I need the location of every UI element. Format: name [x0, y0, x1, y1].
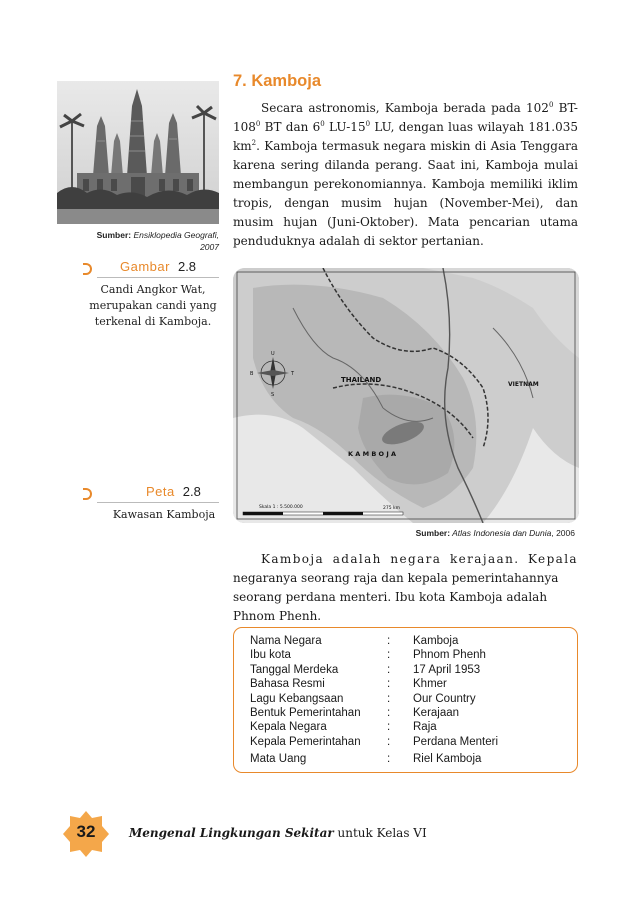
para1-part: BT-108 [233, 101, 578, 134]
info-row [250, 720, 498, 734]
map-scale-km: 275 km [383, 506, 401, 511]
map-label-vietnam: VIETNAM [508, 381, 539, 388]
map-source [233, 528, 575, 538]
figure-map-label [146, 484, 201, 502]
figure-map-number: 2.8 [182, 484, 201, 499]
info-value: Raja [413, 721, 437, 734]
info-row-currency [250, 749, 498, 766]
info-key: Bahasa Resmi [250, 678, 325, 691]
info-colon: : [387, 721, 391, 734]
info-colon: : [387, 649, 391, 662]
svg-text:S: S [271, 392, 275, 398]
info-colon: : [387, 692, 391, 705]
info-value: Kamboja [413, 635, 459, 647]
map-scale-text: Skala 1 : 5.500.000 [259, 505, 303, 510]
figure-photo-caption-line: merupakan candi yang [89, 299, 217, 312]
figure-map-caption: Kawasan Kamboja [112, 508, 216, 521]
map-label-thailand: THAILAND [341, 376, 382, 384]
info-value: Our Country [413, 692, 476, 705]
info-value: 17 April 1953 [413, 663, 481, 676]
para2-rest: negaranya seorang raja dan kepala pemerintahannya seorang perdana menteri. Ibu kota Kamboja adalah Phnom Phenh. [233, 571, 559, 623]
svg-text:T: T [291, 371, 295, 377]
info-value: Riel Kamboja [413, 753, 482, 766]
footer-book-title [129, 826, 427, 840]
para2-spaced: Kamboja adalah negara kerajaan. Kepala [261, 552, 578, 566]
info-row [250, 706, 498, 720]
angkor-wat-photo [57, 81, 219, 224]
para1-part: LU-15 [324, 120, 366, 134]
para1-part: . Kamboja termasuk negara miskin di Asia Tenggara karena sering dilanda perang. Saat ini, Kamboja mulai membangun perekonomiannya. Kamboja memiliki iklim tropis, dengan musim hujan (November-Mei), dan musim hujan (Juni-Oktober). Mata pencarian utama penduduknya adalah di sektor pertanian. [233, 139, 578, 248]
figure-photo-caption-line: terkenal di Kamboja. [94, 315, 212, 328]
photo-source-label: Sumber: [96, 230, 132, 240]
info-colon: : [387, 753, 391, 766]
info-value: Perdana Menteri [413, 735, 499, 748]
info-key: Mata Uang [250, 753, 307, 766]
figure-photo-label [120, 259, 196, 277]
info-key: Ibu kota [250, 649, 291, 662]
info-key: Kepala Negara [250, 721, 327, 734]
info-key: Bentuk Pemerintahan [250, 707, 361, 720]
para1-part: 181.035 km [233, 120, 579, 153]
paragraph-1: Secara astronomis, Kamboja berada pada $102^0$ $BT-108^0$ BT dan $6^0$ $LU-15^0$ LU, dengan luas wilayah 181.035 $km^2$. Kamboja termasuk negara miskin di Asia Tenggara karena sering dilanda perang. Saat ini, Kamboja mulai membangun perekonomiannya. Kamboja memiliki iklim tropis, dengan musim hujan (November-Mei), dan musim hujan (Juni-Oktober). Mata pencarian utama penduduknya adalah di sektor pertanian. [233, 101, 579, 248]
figure-photo-number: 2.8 [177, 259, 197, 274]
info-value: Phnom Phenh [413, 649, 486, 662]
info-row [250, 648, 498, 662]
figure-photo-caption-line: Candi Angkor Wat, [100, 283, 206, 296]
map-label-kamboja: K A M B O J A [348, 450, 397, 458]
map-source-year: , 2006 [551, 528, 575, 538]
info-value: Kerajaan [413, 707, 460, 720]
info-key: Tanggal Merdeka [250, 663, 339, 676]
svg-text:U: U [271, 351, 275, 357]
info-colon: : [387, 735, 391, 748]
info-key: Nama Negara [250, 635, 322, 647]
kamboja-map [233, 268, 579, 523]
info-colon: : [387, 707, 391, 720]
info-key: Lagu Kebangsaan [250, 692, 344, 705]
info-row [250, 677, 498, 691]
figure-photo-caption [84, 282, 222, 330]
country-info-box [233, 627, 578, 773]
para1-part: BT dan 6 [260, 120, 321, 134]
info-colon: : [387, 678, 391, 691]
info-row [250, 735, 498, 749]
figure-bullet-icon [83, 488, 92, 500]
info-key: Kepala Pemerintahan [250, 735, 361, 748]
info-value: Khmer [413, 678, 447, 691]
info-colon: : [387, 663, 391, 676]
info-row [250, 692, 498, 706]
paragraph-2 [233, 550, 578, 626]
photo-source-year: 2007 [200, 242, 219, 252]
para1-part: LU, dengan luas wilayah [370, 120, 525, 134]
country-info-table [250, 634, 498, 767]
info-row [250, 634, 498, 648]
footer-suffix: untuk Kelas VI [333, 826, 427, 840]
map-source-text: Atlas Indonesia dan Dunia [452, 528, 552, 538]
svg-text:B: B [250, 371, 254, 377]
figure-photo-rule [97, 277, 219, 278]
info-colon: : [387, 635, 391, 647]
page-number: 32 [76, 822, 96, 841]
section-heading: 7. Kamboja [233, 72, 322, 90]
figure-photo-word: Gambar [120, 259, 170, 274]
para1-part: Secara astronomis, Kamboja berada pada 102 [261, 101, 549, 115]
photo-source [57, 229, 219, 253]
photo-source-text: Ensiklopedia Geografi, [133, 230, 219, 240]
footer-title: Mengenal Lingkungan Sekitar [129, 826, 334, 840]
figure-map-rule [97, 502, 219, 503]
map-source-label: Sumber: [415, 528, 451, 538]
info-row [250, 663, 498, 677]
figure-bullet-icon [83, 263, 92, 275]
figure-map-word: Peta [146, 484, 175, 499]
